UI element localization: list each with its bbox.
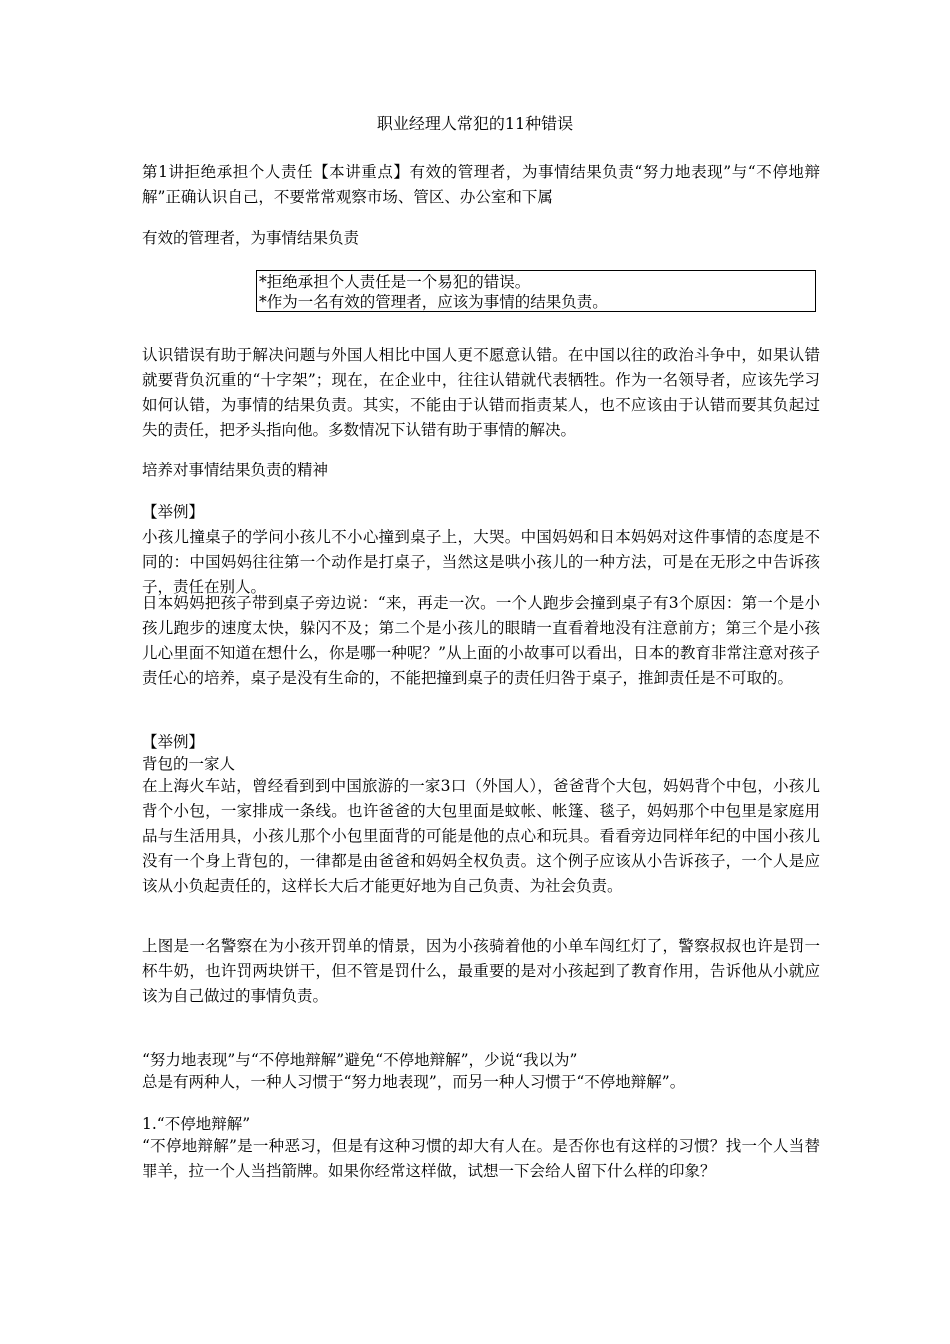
paragraph-japanese-mother: 日本妈妈把孩子带到桌子旁边说：“来，再走一次。一个人跑步会撞到桌子有3个原因：第一个是小孩儿跑步的速度太快，躲闪不及；第二个是小孩儿的眼睛一直看着地没有注意前方；第三个是小孩儿心里面不知道在想什么，你是哪一种呢？”从上面的小故事可以看出，日本的教育非常注意对孩子责任心的培养，桌子是没有生命的，不能把撞到桌子的责任归咎于桌子，推卸责任是不可取的。 [142, 594, 820, 687]
paragraph-backpack-family: 在上海火车站，曾经看到到中国旅游的一家3口（外国人），爸爸背个大包，妈妈背个中包，小孩儿背个小包，一家排成一条线。也许爸爸的大包里面是蚊帐、帐篷、毯子，妈妈那个中包里是家庭用品与生活用具，小孩儿那个小包里面背的可能是他的点心和玩具。看看旁边同样年纪的中国小孩儿没有一个身上背包的，一律都是由爸爸和妈妈全权负责。这个例子应该从小告诉孩子，一个人是应该从小负起责任的，这样长大后才能更好地为自己负责、为社会负责。 [142, 777, 820, 895]
paragraph-two-types: 总是有两种人，一种人习惯于“努力地表现”，而另一种人习惯于“不停地辩解”。 [142, 1073, 686, 1091]
example-label: 【举例】 [142, 733, 205, 751]
paragraph-police-ticket: 上图是一名警察在为小孩开罚单的情景，因为小孩骑着他的小单车闯红灯了，警察叔叔也许是罚一杯牛奶，也许罚两块饼干，但不管是罚什么，最重要的是对小孩起到了教育作用，告诉他从小就应该为自己做过的事情负责。 [142, 937, 820, 1005]
subheading-constant-excuses: 1.“不停地辩解” [142, 1115, 251, 1133]
key-points-box [256, 270, 816, 312]
paragraph-constant-excuses: “不停地辩解”是一种恶习，但是有这种习惯的却大有人在。是否你也有这样的习惯？找一个人当替罪羊，拉一个人当挡箭牌。如果你经常这样做，试想一下会给人留下什么样的印象？ [142, 1137, 820, 1180]
example-label: 【举例】 [142, 503, 205, 521]
intro-paragraph: 第1讲拒绝承担个人责任【本讲重点】有效的管理者，为事情结果负责“努力地表现”与“不停地辩解”正确认识自己，不要常常观察市场、管区、办公室和下属 [142, 163, 820, 206]
paragraph-child-table-story: 小孩儿撞桌子的学问小孩儿不小心撞到桌子上，大哭。中国妈妈和日本妈妈对这件事情的态度是不同的：中国妈妈往往第一个动作是打桌子，当然这是哄小孩儿的一种方法，可是在无形之中告诉孩子，责任在别人。 [142, 528, 820, 596]
section-heading-responsibility-spirit: 培养对事情结果负责的精神 [142, 461, 329, 479]
key-point-1: *拒绝承担个人责任是一个易犯的错误。 [259, 273, 531, 291]
document-title: 职业经理人常犯的11种错误 [376, 114, 574, 133]
section-heading-performance-vs-excuses: “努力地表现”与“不停地辩解”避免“不停地辩解”，少说“我以为” [142, 1051, 578, 1069]
example-title-backpack-family: 背包的一家人 [142, 755, 236, 773]
paragraph-admit-mistakes: 认识错误有助于解决问题与外国人相比中国人更不愿意认错。在中国以往的政治斗争中，如果认错就要背负沉重的“十字架”；现在，在企业中，往往认错就代表牺牲。作为一名领导者，应该先学习如何认错，为事情的结果负责。其实，不能由于认错而指责某人，也不应该由于认错而要其负起过失的责任，把矛头指向他。多数情况下认错有助于事情的解决。 [142, 346, 820, 439]
section-heading-effective-manager: 有效的管理者，为事情结果负责 [142, 229, 360, 247]
key-point-2: *作为一名有效的管理者，应该为事情的结果负责。 [259, 293, 608, 311]
